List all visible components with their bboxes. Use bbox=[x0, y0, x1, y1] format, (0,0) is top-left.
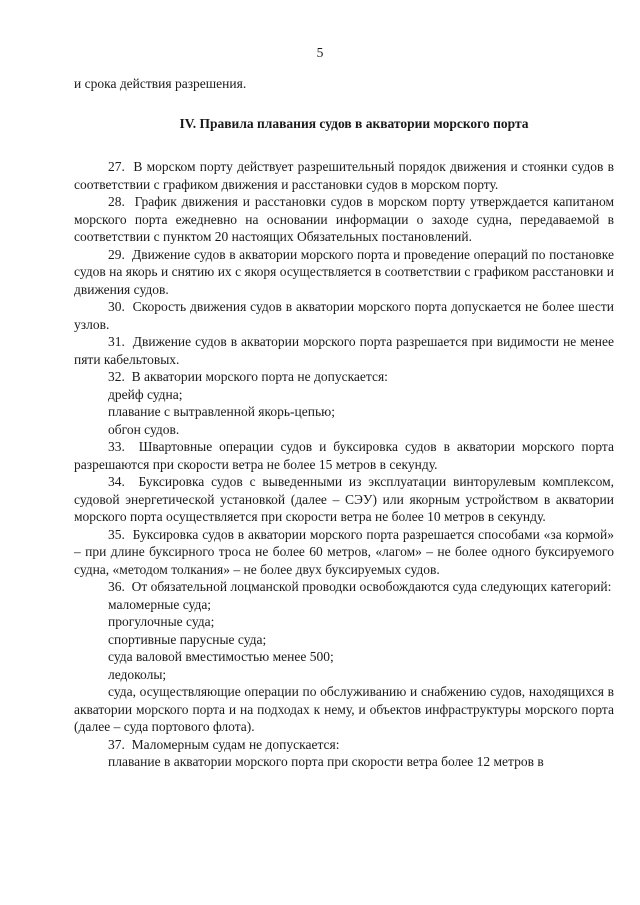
paragraph: 37. Маломерным судам не допускается: bbox=[108, 736, 340, 752]
section-heading: IV. Правила плавания судов в акватории морского порта bbox=[179, 115, 529, 131]
paragraph: суда, осуществляющие операции по обслуживанию и снабжению судов, находящихся в акватории морского порта и на подходах к нему, и объектов инфраструктуры морского порта (далее – суда портового флота). bbox=[74, 684, 614, 734]
paragraph: 32. В акватории морского порта не допускается: bbox=[108, 369, 388, 384]
list-item: плавание с вытравленной якорь-цепью; bbox=[108, 404, 335, 419]
paragraph: 27. В морском порту действует разрешительный порядок движения и стоянки судов в соответствии с графиком движения и расстановки судов в морском порту. bbox=[74, 159, 614, 192]
paragraph: 29. Движение судов в акватории морского порта и проведение операций по постановке судов на якорь и снятию их с якоря осуществляется в соответствии с графиком расстановки и движения судов. bbox=[74, 246, 614, 297]
list-item: дрейф судна; bbox=[108, 386, 183, 402]
list-item: обгон судов. bbox=[108, 421, 180, 437]
list-item: суда валовой вместимостью менее 500; bbox=[108, 649, 334, 664]
paragraph: 33. Швартовные операции судов и буксировка судов в акватории морского порта разрешаются при скорости ветра не более 15 метров в секунду. bbox=[74, 439, 614, 472]
intro-line: и срока действия разрешения. bbox=[74, 76, 247, 91]
paragraph: 30. Скорость движения судов в акватории морского порта допускается не более шести узлов. bbox=[74, 299, 614, 332]
page-content bbox=[74, 75, 614, 771]
paragraph: плавание в акватории морского порта при скорости ветра более 12 метров в bbox=[108, 754, 544, 769]
list-item: ледоколы; bbox=[108, 666, 167, 682]
page-number: 5 bbox=[316, 45, 324, 60]
paragraph: 31. Движение судов в акватории морского порта разрешается при видимости не менее пяти кабельтовых. bbox=[74, 334, 614, 367]
paragraph: 28. График движения и расстановки судов в морском порту утверждается капитаном морского порта ежедневно на основании информации о заходе судна, передаваемой в соответствии с пунктом 20 настоящих Обязательных постановлений. bbox=[74, 194, 614, 244]
list-item: прогулочные суда; bbox=[108, 614, 215, 629]
list-item: спортивные парусные суда; bbox=[108, 631, 267, 647]
paragraph: 34. Буксировка судов с выведенными из эксплуатации винторулевым комплексом, судовой энергетической установкой (далее – СЭУ) или якорным устройством в акватории морского порта осуществляется при скорости ветра не более 10 метров в секунду. bbox=[74, 474, 614, 524]
list-item: маломерные суда; bbox=[108, 596, 212, 612]
paragraph: 36. От обязательной лоцманской проводки освобождаются суда следующих категорий: bbox=[108, 579, 612, 594]
paragraph: 35. Буксировка судов в акватории морского порта разрешается способами «за кормой» – при длине буксирного троса не более 60 метров, «лагом» – не более одного буксируемого судна, «методом толкания» – не более двух буксируемых судов. bbox=[74, 526, 614, 577]
